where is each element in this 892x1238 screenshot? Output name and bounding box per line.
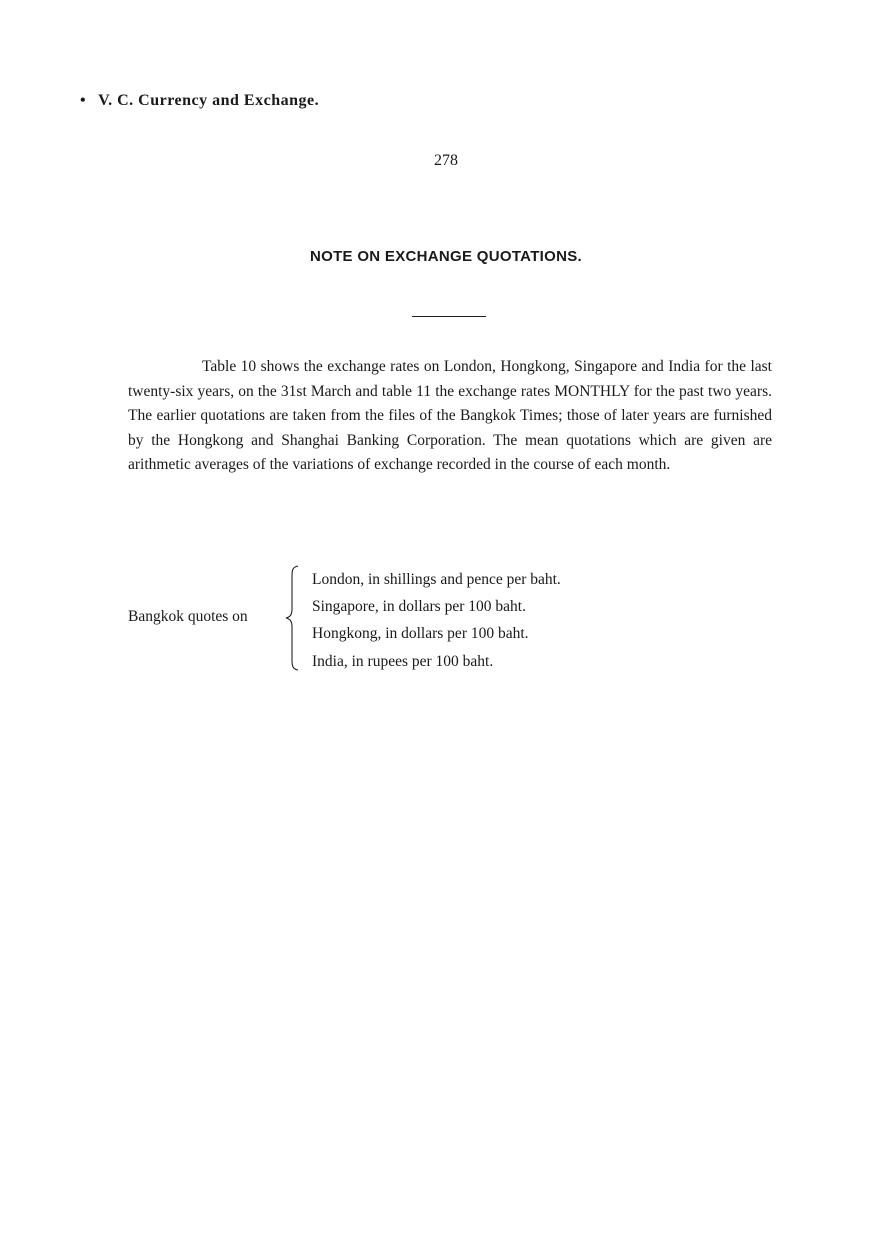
header-bullet: •	[80, 92, 87, 109]
page-title: NOTE ON EXCHANGE QUOTATIONS.	[309, 248, 583, 265]
quotes-list	[312, 566, 561, 675]
list-item: Singapore, in dollars per 100 baht.	[312, 598, 526, 616]
list-item: London, in shillings and pence per baht.	[312, 571, 561, 588]
title-divider	[412, 316, 486, 317]
quotes-label: Bangkok quotes on	[128, 608, 248, 625]
list-item: Hongkong, in dollars per 100 baht.	[312, 625, 529, 643]
curly-brace-icon	[284, 565, 302, 671]
section-title: V. C. Currency and Exchange.	[98, 92, 320, 109]
list-item: India, in rupees per 100 baht.	[312, 652, 494, 670]
page-number: 278	[434, 152, 458, 169]
section-header	[80, 92, 319, 110]
body-paragraph: Table 10 shows the exchange rates on London, Hongkong, Singapore and India for the last twenty-six years, on the 31st March and table 11 the exchange rates MONTHLY for the past two years. The earlier quotations are taken from the files of the Bangkok Times; those of later years are furnished by the Hongkong and Shanghai Banking Corporation. The mean quotations which are given are arithmetic averages of the variations of exchange recorded in the course of each month.	[128, 358, 772, 474]
